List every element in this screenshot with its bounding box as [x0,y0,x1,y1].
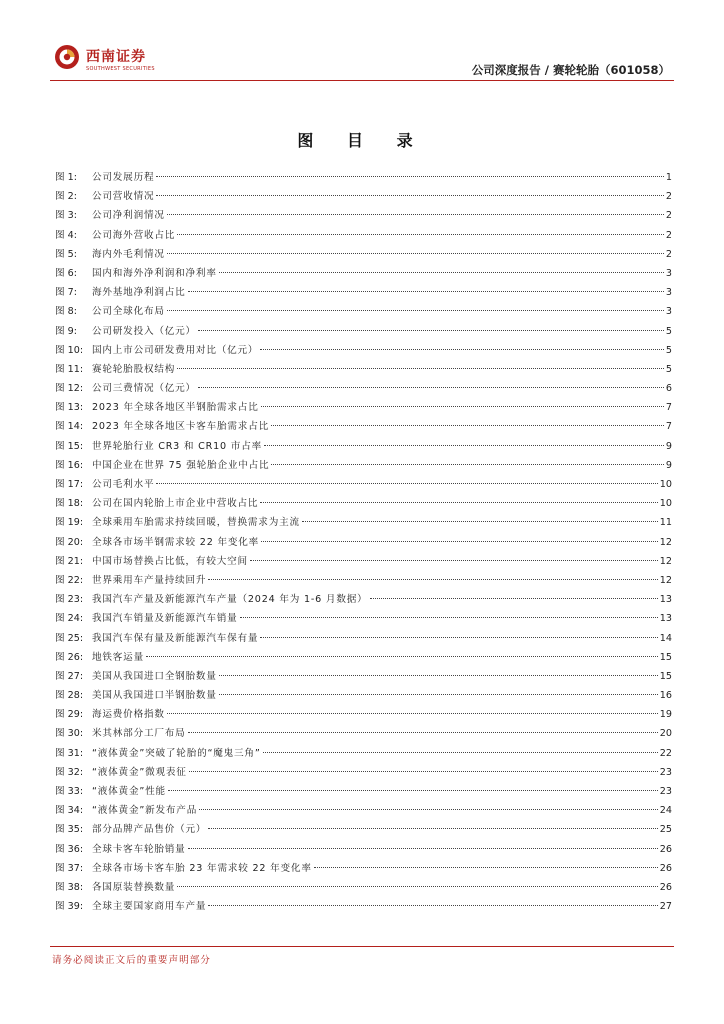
toc-entry[interactable] [55,379,672,398]
figure-caption: 美国从我国进口全钢胎数量 [92,670,217,682]
figure-caption: 全球主要国家商用车产量 [92,901,207,913]
dot-leader [370,598,658,599]
dot-leader [188,732,658,733]
page-number: 2 [665,210,672,222]
figure-number: 图 17: [55,479,84,490]
toc-entry[interactable] [55,322,672,341]
page-number: 6 [665,383,672,395]
page-number: 2 [665,229,672,241]
toc-entry[interactable] [55,206,672,225]
footer-divider [50,946,674,947]
toc-entry[interactable] [55,302,672,321]
figure-caption: 美国从我国进口半钢胎数量 [92,690,217,702]
dot-leader [264,445,664,446]
dot-leader [302,521,658,522]
figure-number: 图 21: [55,555,84,567]
dot-leader [261,541,658,542]
toc-entry[interactable] [55,590,672,609]
dot-leader [271,464,663,465]
figure-caption: 2023 年全球各地区半钢胎需求占比 [92,402,259,414]
figure-number: 图 2: [55,191,77,203]
figure-number: 图 14: [55,421,84,433]
toc-entry[interactable] [55,744,672,763]
page-number: 7 [665,421,672,433]
dot-leader [167,253,664,254]
page-number: 13 [659,613,672,625]
toc-entry[interactable] [55,571,672,590]
page-number: 24 [659,805,672,817]
page-number: 5 [665,344,672,356]
page-number: 15 [659,670,672,682]
toc-entry[interactable] [55,475,672,494]
toc-entry[interactable] [55,187,672,206]
dot-leader [240,617,658,618]
figure-number: 图 23: [55,594,84,606]
disclaimer-note: 请务必阅读正文后的重要声明部分 [52,955,211,966]
toc-entry[interactable] [55,801,672,820]
dot-leader [199,809,658,810]
page-number: 12 [659,536,672,548]
figure-caption: 海内外毛利情况 [92,248,165,260]
page-number: 26 [659,862,672,874]
figure-caption: 世界轮胎行业 CR3 和 CR10 市占率 [92,440,262,452]
figure-caption: 赛轮轮胎股权结构 [92,363,176,375]
figure-number: 图 5: [55,248,77,260]
dot-leader [219,675,658,676]
figure-number: 图 20: [55,536,84,548]
figure-caption: “液体黄金”微观表征 [92,766,187,778]
toc-entry[interactable] [55,456,672,475]
figure-caption: 公司营收情况 [92,191,155,203]
toc-entry[interactable] [55,667,672,686]
figure-caption: 中国市场替换占比低，有较大空间 [92,555,248,567]
figure-number: 图 10: [55,344,84,356]
toc-entry[interactable] [55,705,672,724]
page-number: 5 [665,325,672,337]
figure-caption: 公司净利润情况 [92,210,165,222]
figure-number: 图 28: [55,690,84,702]
figure-number: 图 39: [55,901,84,913]
toc-entry[interactable] [55,552,672,571]
figure-number: 图 37: [55,862,84,874]
figure-number: 图 31: [55,747,84,759]
dot-leader [167,214,664,215]
figure-number: 图 16: [55,459,84,471]
figure-caption: “液体黄金”新发布产品 [92,805,198,817]
figure-caption: 公司海外营收占比 [92,229,176,241]
toc-entry[interactable] [55,859,672,878]
dot-leader [271,425,664,426]
page-number: 22 [659,747,672,759]
figure-caption: 我国汽车销量及新能源汽车销量 [92,613,238,625]
page-number: 12 [659,574,672,586]
logo-text-en: SOUTHWEST SECURITIES [86,66,155,72]
toc-entry[interactable] [55,494,672,513]
toc-entry[interactable] [55,360,672,379]
page-number: 9 [665,440,672,452]
dot-leader [198,330,664,331]
page-number: 27 [659,901,672,913]
dot-leader [208,828,657,829]
toc-entry[interactable] [55,341,672,360]
figure-number: 图 9: [55,325,77,337]
dot-leader [146,656,658,657]
toc-entry[interactable] [55,245,672,264]
dot-leader [261,406,664,407]
dot-leader [177,234,664,235]
page-number: 23 [659,766,672,778]
page-number: 23 [659,786,672,797]
page-number: 16 [659,690,672,702]
page-number: 7 [665,402,672,414]
page-number: 25 [659,824,672,836]
page-number: 15 [659,651,672,663]
toc-entry[interactable] [55,226,672,245]
figure-caption: 公司毛利水平 [92,479,155,490]
figure-caption: 全球乘用车胎需求持续回暖，替换需求为主流 [92,517,300,529]
figure-caption: 公司三费情况（亿元） [92,383,196,395]
dot-leader [156,195,664,196]
toc-entry[interactable] [55,609,672,628]
toc-entry[interactable] [55,763,672,782]
page-number: 3 [665,287,672,299]
figure-number: 图 6: [55,267,77,279]
page-number: 3 [665,267,672,279]
page-number: 11 [659,517,672,529]
dot-leader [156,483,657,484]
toc-entry[interactable] [55,264,672,283]
toc-entry[interactable] [55,724,672,743]
figure-list [55,168,672,916]
figure-caption: 公司研发投入（亿元） [92,325,196,337]
dot-leader [208,579,657,580]
figure-caption: “液体黄金”突破了轮胎的“魔鬼三角” [92,747,261,759]
toc-entry[interactable] [55,648,672,667]
figure-number: 图 26: [55,651,84,663]
page-number: 9 [665,459,672,471]
figure-caption: 公司发展历程 [92,172,155,183]
dot-leader [260,637,657,638]
company-logo [54,44,174,78]
figure-number: 图 19: [55,517,84,529]
toc-title: 图 目 录 [297,131,427,150]
page-number: 2 [665,248,672,260]
dot-leader [198,387,664,388]
toc-entry[interactable] [55,840,672,859]
figure-number: 图 33: [55,786,84,797]
figure-number: 图 24: [55,613,84,625]
page-number: 26 [659,843,672,855]
page-number: 2 [665,191,672,203]
figure-caption: 世界乘用车产量持续回升 [92,574,207,586]
toc-entry[interactable] [55,437,672,456]
figure-caption: 地铁客运量 [92,651,144,663]
page-number: 5 [665,363,672,375]
toc-entry[interactable] [55,820,672,839]
toc-entry[interactable] [55,629,672,648]
figure-caption: 部分品牌产品售价（元） [92,824,207,836]
toc-entry[interactable] [55,283,672,302]
dot-leader [168,790,658,791]
figure-number: 图 25: [55,632,84,644]
toc-entry[interactable] [55,897,672,916]
dot-leader [167,713,658,714]
figure-caption: 海外基地净利润占比 [92,287,186,299]
page-number: 14 [659,632,672,644]
figure-number: 图 38: [55,881,84,893]
figure-number: 图 3: [55,210,77,222]
figure-number: 图 1: [55,172,77,183]
toc-entry[interactable] [55,513,672,532]
page-number: 26 [659,881,672,893]
figure-number: 图 36: [55,843,84,855]
figure-caption: 国内上市公司研发费用对比（亿元） [92,344,259,356]
toc-entry[interactable] [55,782,672,801]
dot-leader [167,310,664,311]
page-header [50,38,672,82]
page-number: 10 [659,479,672,490]
figure-number: 图 4: [55,229,77,241]
figure-number: 图 30: [55,728,84,740]
figure-number: 图 22: [55,574,84,586]
toc-entry[interactable] [55,168,672,187]
toc-entry[interactable] [55,398,672,417]
figure-caption: 全球各市场卡客车胎 23 年需求较 22 年变化率 [92,862,312,874]
logo-mark-icon [54,44,80,70]
figure-caption: 各国原装替换数量 [92,881,176,893]
figure-caption: 米其林部分工厂布局 [92,728,186,740]
dot-leader [219,694,658,695]
figure-number: 图 15: [55,440,84,452]
figure-caption: 我国汽车产量及新能源汽车产量（2024 年为 1-6 月数据） [92,594,368,606]
dot-leader [156,176,664,177]
figure-caption: 公司全球化布局 [92,306,165,318]
figure-caption: 公司在国内轮胎上市企业中营收占比 [92,498,259,510]
page-number: 19 [659,709,672,721]
dot-leader [188,291,664,292]
figure-number: 图 32: [55,766,84,778]
figure-number: 图 29: [55,709,84,721]
figure-caption: 中国企业在世界 75 强轮胎企业中占比 [92,459,270,471]
dot-leader [314,867,658,868]
figure-number: 图 35: [55,824,84,836]
figure-caption: 全球各市场半钢需求较 22 年变化率 [92,536,260,548]
logo-text-cn: 西南证券 [86,49,146,65]
page-number: 1 [665,172,672,183]
dot-leader [189,771,658,772]
header-divider [50,80,674,81]
figure-caption: 海运费价格指数 [92,709,165,721]
page-number: 13 [659,594,672,606]
figure-caption: 2023 年全球各地区卡客车胎需求占比 [92,421,269,433]
dot-leader [188,848,658,849]
toc-entry[interactable] [55,533,672,552]
dot-leader [208,905,657,906]
toc-entry[interactable] [55,417,672,436]
toc-entry[interactable] [55,686,672,705]
dot-leader [177,886,658,887]
figure-caption: 我国汽车保有量及新能源汽车保有量 [92,632,259,644]
figure-number: 图 18: [55,498,84,510]
figure-number: 图 13: [55,402,84,414]
dot-leader [260,502,657,503]
figure-number: 图 11: [55,363,84,375]
figure-caption: 全球卡客车轮胎销量 [92,843,186,855]
dot-leader [260,349,664,350]
report-title: 公司深度报告 / 赛轮轮胎（601058） [471,63,670,77]
figure-caption: 国内和海外净利润和净利率 [92,267,217,279]
page-number: 10 [659,498,672,510]
page-number: 20 [659,728,672,740]
figure-caption: “液体黄金”性能 [92,786,166,797]
page-number: 3 [665,306,672,318]
page-number: 12 [659,555,672,567]
figure-number: 图 34: [55,805,84,817]
dot-leader [177,368,664,369]
figure-number: 图 8: [55,306,77,318]
dot-leader [263,752,658,753]
figure-number: 图 7: [55,287,77,299]
dot-leader [219,272,664,273]
toc-entry[interactable] [55,878,672,897]
dot-leader [250,560,658,561]
figure-number: 图 27: [55,670,84,682]
figure-number: 图 12: [55,383,84,395]
